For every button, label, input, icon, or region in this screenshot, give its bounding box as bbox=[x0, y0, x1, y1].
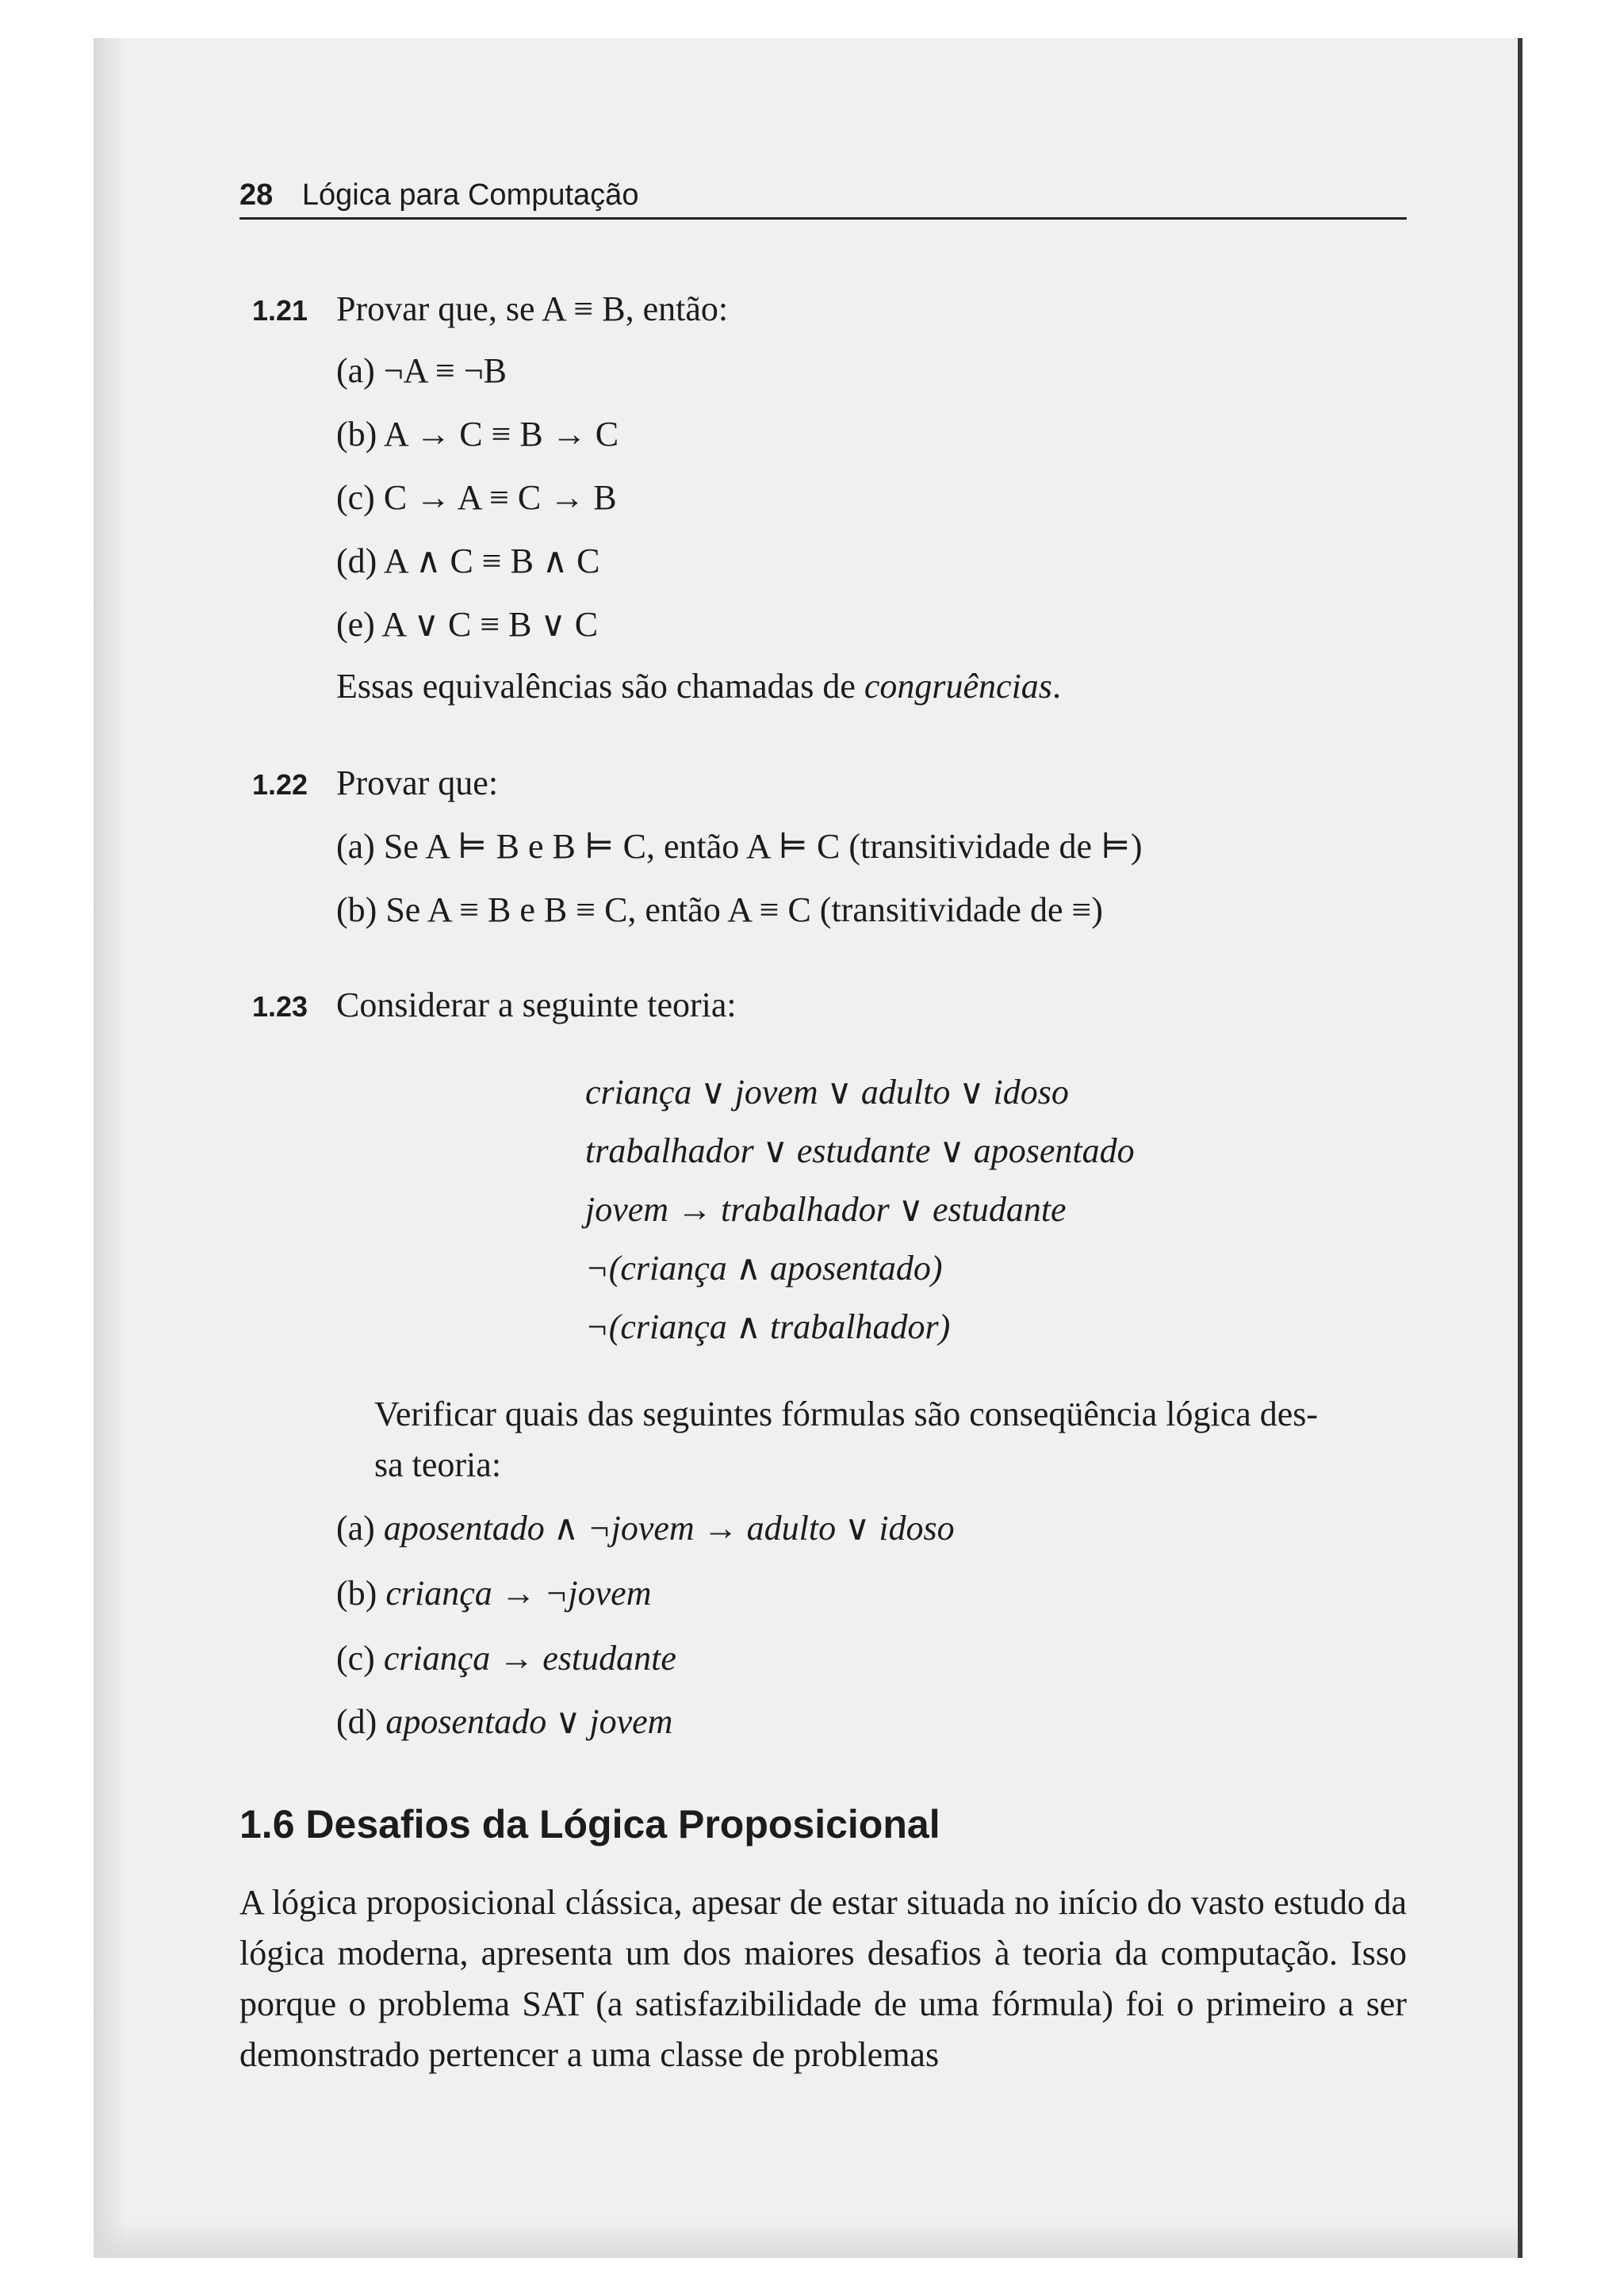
page-shadow-left bbox=[94, 38, 125, 2258]
exercise-item: (b) A → C ≡ B → C bbox=[336, 415, 619, 453]
exercise-item: (b) Se A ≡ B e B ≡ C, então A ≡ C (transitividade de ≡) bbox=[336, 890, 1103, 929]
section-title: 1.6 Desafios da Lógica Proposicional bbox=[239, 1802, 940, 1846]
theory-formula: ¬(criança ∧ aposentado) bbox=[585, 1249, 943, 1288]
exercise-question: Verificar quais das seguintes fórmulas são conseqüência lógica des- bbox=[374, 1395, 1319, 1433]
exercise-item: (a) ¬A ≡ ¬B bbox=[336, 351, 507, 390]
theory-formula: jovem → trabalhador ∨ estudante bbox=[585, 1190, 1067, 1229]
exercise-item: (c) criança → estudante bbox=[336, 1639, 676, 1678]
exercise-item: (c) C → A ≡ C → B bbox=[336, 478, 617, 517]
exercise-1-23-heading bbox=[252, 983, 1394, 1029]
exercise-question-cont: sa teoria: bbox=[374, 1445, 502, 1484]
exercise-prompt: Provar que: bbox=[336, 763, 499, 802]
exercise-item: (a) aposentado ∧ ¬jovem → adulto ∨ idoso bbox=[336, 1509, 955, 1548]
exercise-number: 1.23 bbox=[252, 990, 308, 1023]
exercise-prompt: Considerar a seguinte teoria: bbox=[336, 985, 737, 1024]
exercise-note: Essas equivalências são chamadas de congruências. bbox=[336, 667, 1061, 706]
theory-formula: ¬(criança ∧ trabalhador) bbox=[585, 1307, 951, 1346]
exercise-item: (d) aposentado ∨ jovem bbox=[336, 1702, 673, 1741]
running-header bbox=[239, 178, 1407, 212]
exercise-item: (d) A ∧ C ≡ B ∧ C bbox=[336, 541, 600, 580]
exercise-1-22-heading bbox=[252, 761, 1394, 807]
exercise-1-21-heading bbox=[252, 287, 1394, 333]
exercise-item: (a) Se A ⊨ B e B ⊨ C, então A ⊨ C (transitividade de ⊨) bbox=[336, 827, 1143, 866]
page-shadow-bottom bbox=[94, 2220, 1521, 2258]
exercise-prompt: Provar que, se A ≡ B, então: bbox=[336, 289, 729, 328]
theory-formula: trabalhador ∨ estudante ∨ aposentado bbox=[585, 1131, 1135, 1170]
exercise-number: 1.22 bbox=[252, 768, 308, 801]
header-rule bbox=[239, 217, 1407, 220]
exercise-item: (e) A ∨ C ≡ B ∨ C bbox=[336, 605, 599, 644]
exercise-number: 1.21 bbox=[252, 294, 308, 327]
section-paragraph: A lógica proposicional clássica, apesar de estar situada no início do vasto estudo da lógica moderna, apresenta um dos maiores desafios à teoria da computação. Isso porque o problema SAT (a satisfazibilidade de uma fórmula) foi o primeiro a ser demonstrado pertencer a uma classe de problemas bbox=[239, 1883, 1407, 2074]
theory-formula: criança ∨ jovem ∨ adulto ∨ idoso bbox=[585, 1073, 1069, 1112]
page-number: 28 bbox=[239, 178, 274, 212]
page-edge-right bbox=[1518, 38, 1522, 2258]
book-title: Lógica para Computação bbox=[301, 178, 639, 212]
exercise-item: (b) criança → ¬jovem bbox=[336, 1574, 652, 1613]
